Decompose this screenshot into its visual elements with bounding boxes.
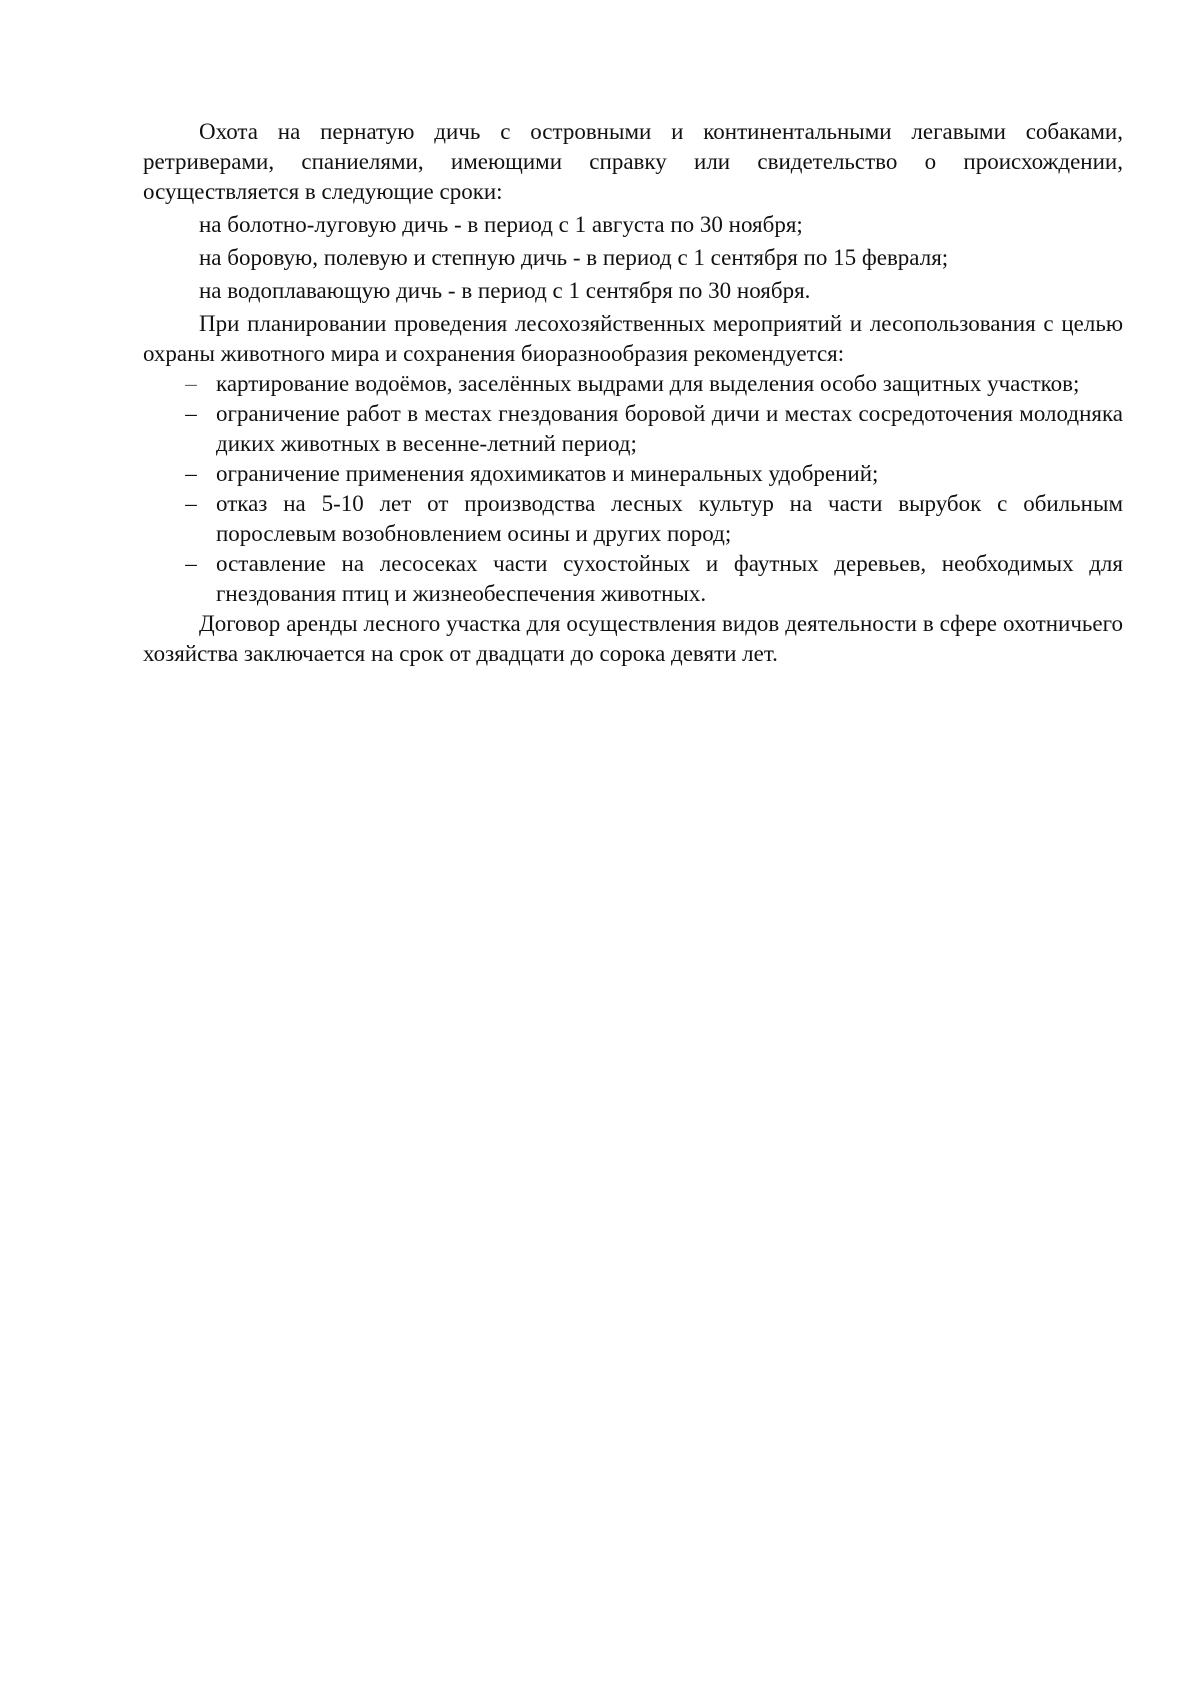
- dash-bullet: –: [185, 461, 197, 486]
- list-item: [143, 369, 1123, 399]
- lease-paragraph: Договор аренды лесного участка для осуществления видов деятельности в сфере охотничьего хозяйства заключается на срок от двадцати до сорока девяти лет.: [143, 611, 1123, 666]
- period-waterfowl: на водоплавающую дичь - в период с 1 сентября по 30 ноября.: [199, 278, 811, 303]
- period-bog-meadow-game: на болотно-луговую дичь - в период с 1 августа по 30 ноября;: [199, 212, 803, 237]
- dash-bullet: –: [185, 551, 197, 576]
- period-upland-field-steppe-game: на боровую, полевую и степную дичь - в период с 1 сентября по 15 февраля;: [199, 245, 949, 270]
- recommendations-list: [143, 369, 1123, 609]
- document-body: [143, 117, 1123, 669]
- recommendation-forest-culture-refusal: отказ на 5-10 лет от производства лесных культур на части вырубок с обильным порослевым возобновлением осины и других пород;: [216, 491, 1123, 546]
- list-item: [143, 459, 1123, 489]
- recommendation-nesting-limits: ограничение работ в местах гнездования боровой дичи и местах сосредоточения молодняка диких животных в весенне-летний период;: [216, 401, 1123, 456]
- intro-paragraph: Охота на пернатую дичь с островными и континентальными легавыми собаками, ретриверами, спаниелями, имеющими справку или свидетельство о происхождении, осуществляется в следующие сроки:: [143, 119, 1123, 204]
- recommendation-leave-dead-trees: оставление на лесосеках части сухостойных и фаутных деревьев, необходимых для гнездования птиц и жизнеобеспечения животных.: [216, 551, 1123, 606]
- recommendation-otter-mapping: картирование водоёмов, заселённых выдрами для выделения особо защитных участков;: [216, 371, 1080, 396]
- dash-bullet: –: [185, 371, 197, 396]
- recommendation-chemical-limits: ограничение применения ядохимикатов и минеральных удобрений;: [216, 461, 879, 486]
- list-item: [143, 399, 1123, 459]
- list-item: [143, 549, 1123, 609]
- dash-bullet: –: [185, 491, 197, 516]
- dash-bullet: –: [185, 401, 197, 426]
- list-item: [143, 489, 1123, 549]
- planning-paragraph: При планировании проведения лесохозяйственных мероприятий и лесопользования с целью охраны животного мира и сохранения биоразнообразия рекомендуется:: [143, 311, 1123, 366]
